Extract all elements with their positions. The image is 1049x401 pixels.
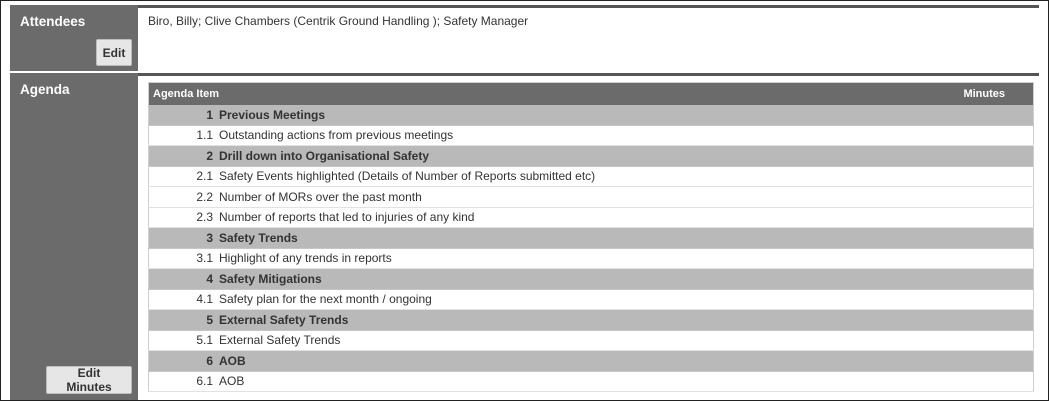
agenda-label: Agenda xyxy=(20,82,70,97)
agenda-item-number: 2.3 xyxy=(149,207,220,228)
agenda-item-title: External Safety Trends xyxy=(219,310,953,331)
agenda-item-title: Outstanding actions from previous meetings xyxy=(219,125,953,146)
agenda-item-minutes xyxy=(953,289,1034,310)
agenda-table-header xyxy=(149,83,1034,106)
agenda-item-title: Drill down into Organisational Safety xyxy=(219,146,953,167)
agenda-item-number: 1.1 xyxy=(149,125,220,146)
agenda-item-row xyxy=(149,166,1034,187)
agenda-item-number: 6.1 xyxy=(149,371,220,392)
agenda-sidebar xyxy=(10,73,138,400)
agenda-item-title: Safety Mitigations xyxy=(219,269,953,290)
agenda-item-minutes xyxy=(953,105,1034,125)
agenda-table xyxy=(148,82,1034,392)
agenda-item-row xyxy=(149,371,1034,392)
agenda-content xyxy=(138,73,1039,400)
agenda-item-number: 4 xyxy=(149,269,220,290)
agenda-item-number: 5 xyxy=(149,310,220,331)
attendees-label: Attendees xyxy=(20,14,86,29)
attendees-list: Biro, Billy; Clive Chambers (Centrik Ground Handling ); Safety Manager xyxy=(148,14,529,28)
agenda-section-row xyxy=(149,228,1034,249)
agenda-item-minutes xyxy=(953,166,1034,187)
agenda-item-title: Safety plan for the next month / ongoing xyxy=(219,289,953,310)
agenda-item-title: Safety Trends xyxy=(219,228,953,249)
agenda-item-title: Safety Events highlighted (Details of Number of Reports submitted etc) xyxy=(219,166,953,187)
agenda-item-title: Number of reports that led to injuries of any kind xyxy=(219,207,953,228)
agenda-item-number: 2 xyxy=(149,146,220,167)
agenda-item-minutes xyxy=(953,330,1034,351)
agenda-item-minutes xyxy=(953,228,1034,249)
agenda-section-row xyxy=(149,351,1034,372)
agenda-item-number: 2.1 xyxy=(149,166,220,187)
agenda-item-number: 3.1 xyxy=(149,248,220,269)
agenda-item-title: Previous Meetings xyxy=(219,105,953,125)
agenda-section-row xyxy=(149,269,1034,290)
agenda-item-minutes xyxy=(953,371,1034,392)
agenda-item-number: 3 xyxy=(149,228,220,249)
minutes-column-header: Minutes xyxy=(953,83,1034,106)
agenda-item-title: AOB xyxy=(219,351,953,372)
agenda-item-minutes xyxy=(953,351,1034,372)
agenda-item-minutes xyxy=(953,187,1034,208)
agenda-item-minutes xyxy=(953,269,1034,290)
agenda-item-row xyxy=(149,289,1034,310)
edit-attendees-button[interactable]: Edit xyxy=(96,39,132,66)
agenda-item-title: External Safety Trends xyxy=(219,330,953,351)
agenda-item-row xyxy=(149,187,1034,208)
agenda-item-title: Highlight of any trends in reports xyxy=(219,248,953,269)
agenda-section xyxy=(10,73,1039,400)
agenda-item-row xyxy=(149,248,1034,269)
agenda-section-row xyxy=(149,146,1034,167)
agenda-section-row xyxy=(149,105,1034,125)
agenda-item-minutes xyxy=(953,146,1034,167)
attendees-section xyxy=(10,5,1039,71)
agenda-item-number: 1 xyxy=(149,105,220,125)
agenda-item-row xyxy=(149,207,1034,228)
agenda-item-minutes xyxy=(953,207,1034,228)
edit-minutes-button[interactable]: Edit Minutes xyxy=(46,366,132,394)
agenda-item-row xyxy=(149,125,1034,146)
agenda-item-column-header: Agenda Item xyxy=(149,83,954,106)
attendees-sidebar xyxy=(10,5,138,71)
agenda-item-number: 4.1 xyxy=(149,289,220,310)
agenda-item-number: 5.1 xyxy=(149,330,220,351)
agenda-section-row xyxy=(149,310,1034,331)
agenda-item-number: 6 xyxy=(149,351,220,372)
agenda-rows xyxy=(149,105,1034,392)
agenda-item-minutes xyxy=(953,125,1034,146)
agenda-item-title: Number of MORs over the past month xyxy=(219,187,953,208)
agenda-item-minutes xyxy=(953,248,1034,269)
agenda-item-title: AOB xyxy=(219,371,953,392)
agenda-item-minutes xyxy=(953,310,1034,331)
agenda-item-number: 2.2 xyxy=(149,187,220,208)
agenda-item-row xyxy=(149,330,1034,351)
attendees-content xyxy=(138,5,1039,71)
